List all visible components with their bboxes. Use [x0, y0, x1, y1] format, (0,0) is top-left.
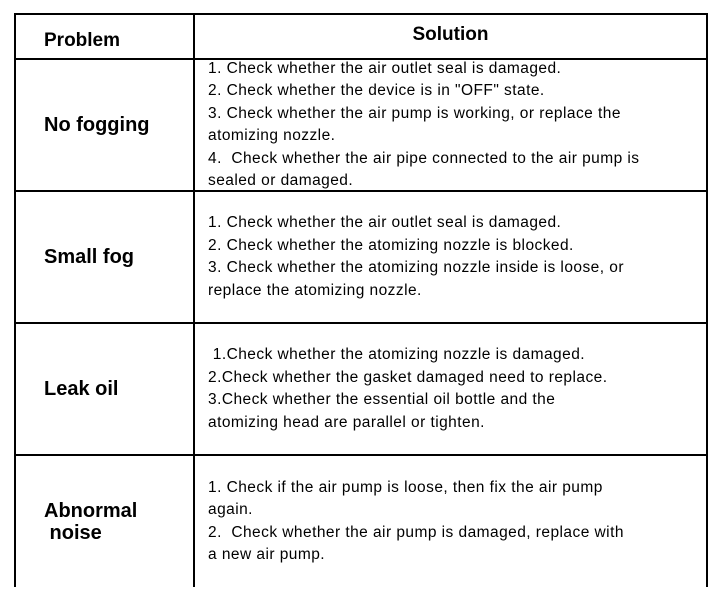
problem-no-fogging	[16, 60, 193, 190]
solution-line: atomizing head are parallel or tighten.	[208, 413, 485, 431]
problem-label: Leak oil	[44, 378, 119, 400]
solution-line: atomizing nozzle.	[208, 127, 336, 144]
solution-no-fogging	[195, 60, 706, 190]
solution-abnormal-noise	[195, 456, 706, 587]
solution-line: replace the atomizing nozzle.	[208, 281, 422, 299]
solution-line: sealed or damaged.	[208, 172, 354, 189]
solution-line: again.	[208, 501, 253, 518]
solution-leak-oil	[195, 324, 706, 454]
solution-line: 1. Check whether the air outlet seal is damaged.	[208, 59, 562, 77]
solution-line: 2. Check whether the atomizing nozzle is blocked.	[208, 236, 574, 254]
problem-small-fog	[16, 192, 193, 322]
solution-line: 3. Check whether the air pump is working, or replace the	[208, 104, 621, 122]
solution-small-fog	[195, 192, 706, 322]
header-solution: Solution	[195, 15, 706, 58]
solution-line: a new air pump.	[208, 546, 326, 563]
header-problem: Problem	[16, 15, 193, 58]
problem-label: Small fog	[44, 246, 135, 268]
solution-line: 3. Check whether the atomizing nozzle inside is loose, or	[208, 259, 624, 276]
solution-line: 4. Check whether the air pipe connected to the air pump is	[208, 149, 640, 167]
problem-label: noise	[44, 521, 102, 544]
solution-line: 1. Check whether the air outlet seal is damaged.	[208, 214, 562, 231]
solution-line: 2.Check whether the gasket damaged need to replace.	[208, 368, 608, 386]
problem-leak-oil	[16, 324, 193, 454]
solution-line: 1.Check whether the atomizing nozzle is damaged.	[208, 346, 586, 363]
solution-line: 2. Check whether the air pump is damaged, replace with	[208, 523, 624, 541]
problem-abnormal-noise	[16, 456, 193, 587]
solution-line: 1. Check if the air pump is loose, then fix the air pump	[208, 478, 603, 496]
solution-line: 2. Check whether the device is in "OFF" state.	[208, 82, 545, 99]
problem-label: No fogging	[44, 114, 150, 136]
solution-line: 3.Check whether the essential oil bottle and the	[208, 391, 556, 408]
problem-label: Abnormal	[44, 499, 138, 522]
troubleshooting-table	[14, 13, 708, 587]
